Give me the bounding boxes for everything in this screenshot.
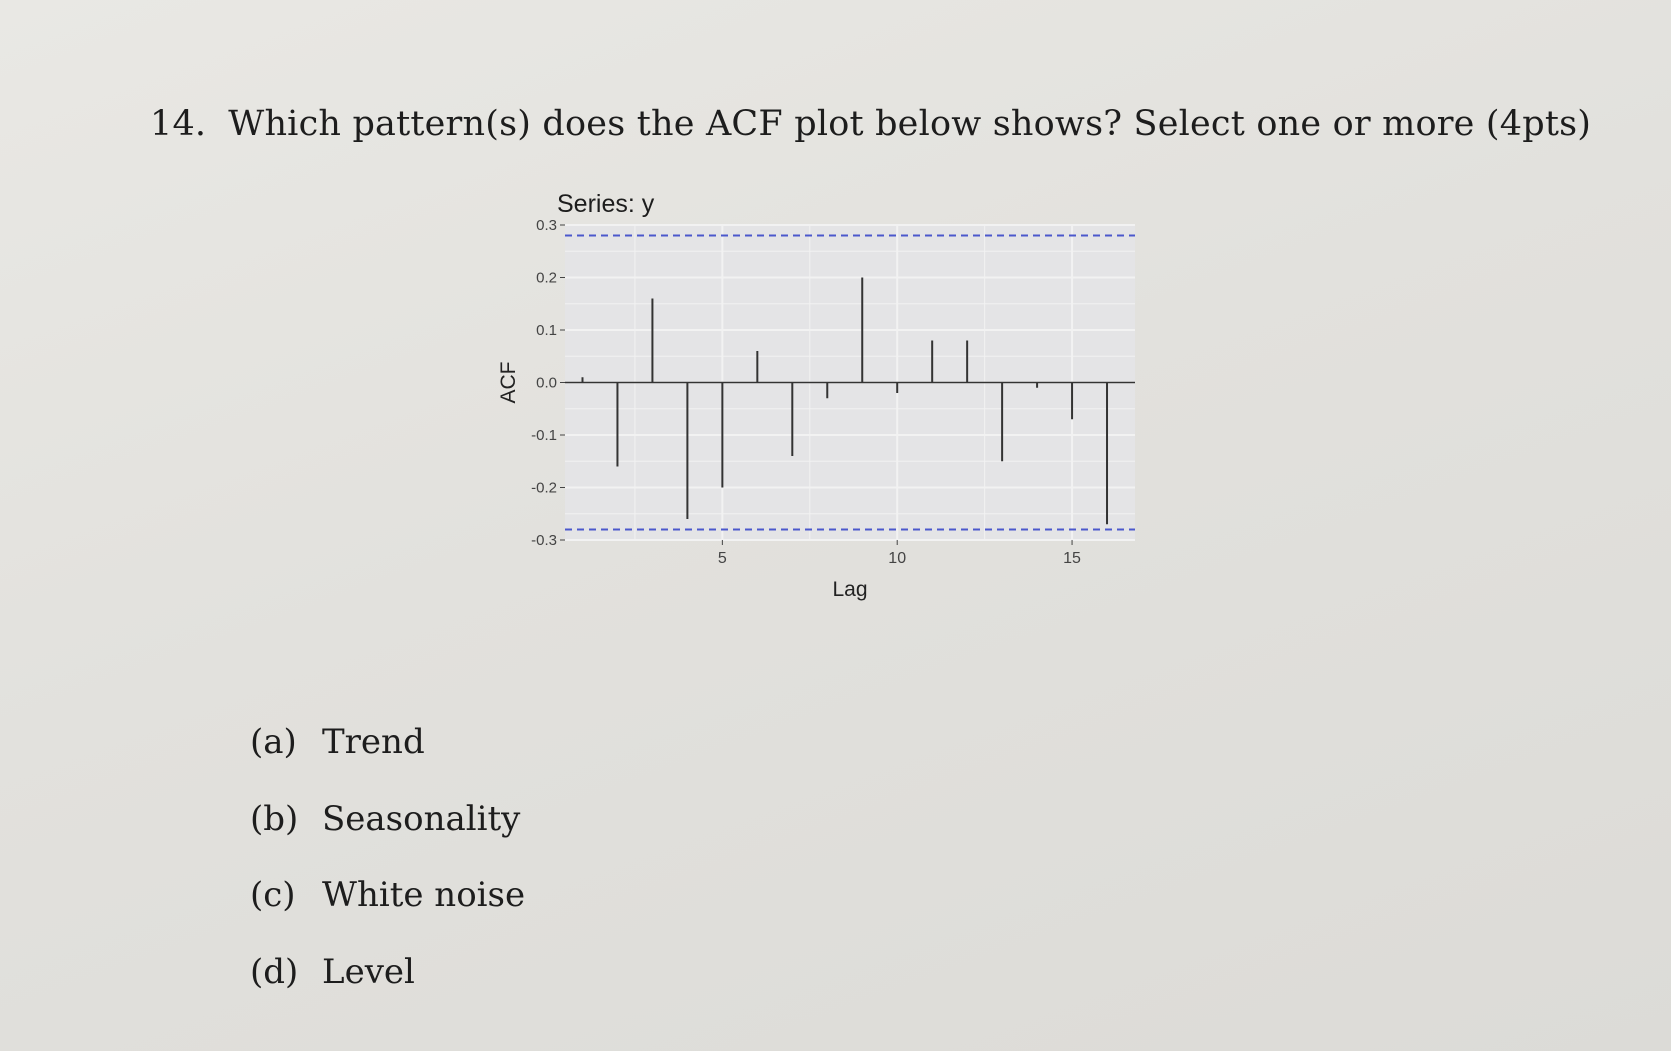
x-axis-label: Lag — [832, 578, 868, 601]
option-d-label: (d) — [250, 951, 299, 992]
question-text — [150, 104, 1591, 144]
y-tick-label: 0.0 — [536, 374, 557, 392]
x-axis — [718, 540, 1081, 567]
chart-title: Series: y — [557, 190, 655, 218]
option-a-text: Trend — [322, 722, 425, 762]
question-prompt: Which pattern(s) does the ACF plot below shows? Select one or more (4pts) — [228, 104, 1592, 144]
option-c-label: (c) — [250, 875, 296, 915]
option-d-text: Level — [322, 951, 415, 992]
option-b-text: Seasonality — [322, 798, 521, 839]
option-b[interactable] — [250, 799, 525, 876]
x-tick-label: 15 — [1063, 550, 1081, 567]
x-tick-label: 5 — [717, 550, 727, 567]
y-tick-label: 0.3 — [536, 217, 557, 234]
y-tick-label: 0.2 — [536, 269, 557, 287]
option-a-label: (a) — [250, 722, 297, 762]
answer-options — [250, 722, 525, 1028]
option-c[interactable] — [250, 875, 525, 952]
acf-chart-svg — [497, 190, 1230, 635]
acf-chart — [497, 190, 1230, 635]
option-a[interactable] — [250, 722, 525, 799]
option-c-text: White noise — [322, 875, 526, 915]
question-number: 14. — [150, 104, 207, 144]
x-tick-label: 10 — [888, 550, 907, 567]
y-axis-label: ACF — [497, 361, 520, 404]
y-axis — [531, 217, 565, 549]
y-tick-label: -0.2 — [531, 479, 557, 497]
option-d[interactable] — [250, 952, 525, 1029]
y-tick-label: 0.1 — [536, 322, 557, 339]
option-b-label: (b) — [250, 798, 299, 839]
y-tick-label: -0.3 — [531, 532, 557, 549]
y-tick-label: -0.1 — [531, 427, 557, 444]
